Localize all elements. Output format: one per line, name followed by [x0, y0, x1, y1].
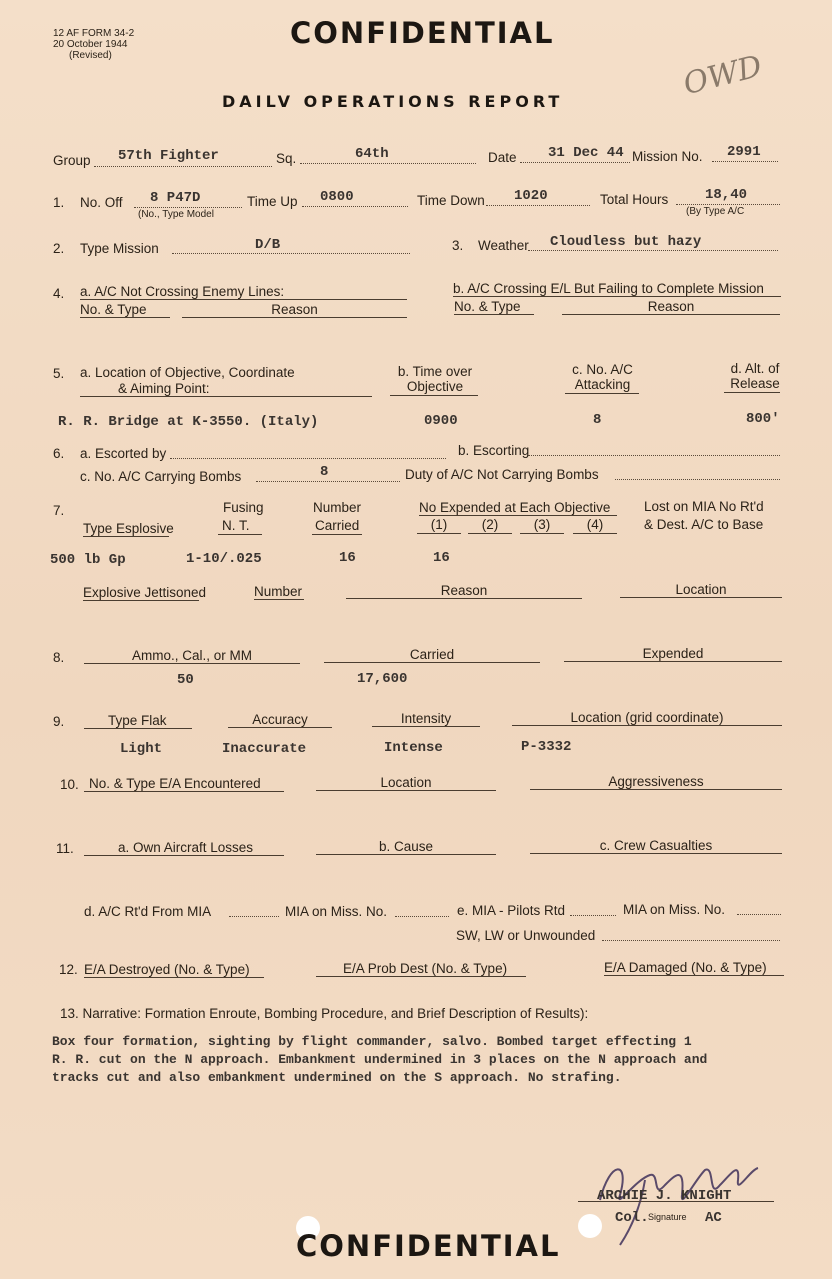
accuracy-value: Inaccurate — [222, 741, 307, 757]
row5-number: 5. — [53, 366, 65, 381]
type-explosive-value: 500 lb Gp — [50, 552, 126, 568]
crew-casualties-label: c. Crew Casualties — [599, 838, 713, 853]
row6-number: 6. — [53, 446, 65, 461]
ea-damaged-label: E/A Damaged (No. & Type) — [604, 960, 767, 975]
report-title: DAILV OPERATIONS REPORT — [222, 92, 564, 111]
row5c-label-1: c. No. A/C — [572, 362, 633, 377]
intensity-value: Intense — [384, 740, 443, 756]
row5b-label-2: Objective — [406, 379, 464, 394]
form-id-line-2: 20 October 1944 — [53, 39, 128, 50]
row2-number: 2. — [53, 241, 65, 256]
date-value: 31 Dec 44 — [548, 145, 624, 161]
narrative-line-3: tracks cut and also embankment undermined on the S approach. No strafing. — [52, 1070, 622, 1085]
sw-lw-unwounded-label: SW, LW or Unwounded — [456, 928, 596, 943]
row4b-col-no-type: No. & Type — [454, 299, 521, 314]
duty-label: Duty of A/C Not Carrying Bombs — [405, 467, 599, 482]
handwritten-stamp: OWD — [679, 48, 766, 103]
row4b-label: b. A/C Crossing E/L But Failing to Complete Mission — [453, 281, 764, 296]
mia-on-miss-label: MIA on Miss. No. — [285, 904, 388, 919]
ac-rtd-mia-label: d. A/C Rt'd From MIA — [84, 904, 212, 919]
signatory-name: ARCHIE J. KNIGHT — [597, 1188, 732, 1204]
signature-label: Signature — [648, 1212, 687, 1222]
row4a-col-reason: Reason — [271, 302, 318, 317]
row5-time-value: 0900 — [424, 413, 458, 429]
dest-ac-label: & Dest. A/C to Base — [644, 517, 764, 532]
row5d-label-1: d. Alt. of — [730, 361, 780, 376]
row5d-label-2: Release — [730, 376, 780, 391]
objective-col-3: (3) — [533, 517, 551, 532]
jettisoned-location-label: Location — [675, 582, 727, 597]
narrative-line-2: R. R. cut on the N approach. Embankment undermined in 3 places on the N approach and — [52, 1052, 708, 1067]
ea-location-label: Location — [380, 775, 432, 790]
ea-destroyed-label: E/A Destroyed (No. & Type) — [84, 962, 250, 977]
row10-number: 10. — [60, 777, 79, 792]
ammo-carried-label: Carried — [409, 647, 455, 662]
confidential-header: CONFIDENTIAL — [290, 16, 555, 50]
row12-number: 12. — [59, 962, 78, 977]
aggressiveness-label: Aggressiveness — [608, 774, 704, 789]
number-label: Number — [313, 500, 362, 515]
form-id-line-1: 12 AF FORM 34-2 — [53, 28, 135, 39]
number-carried-value: 16 — [339, 550, 356, 566]
time-up-value: 0800 — [320, 189, 354, 205]
time-down-label: Time Down — [417, 193, 485, 208]
lost-on-mia-label: Lost on MIA No Rt'd — [644, 499, 764, 514]
expended-each-objective-label: No Expended at Each Objective — [419, 500, 611, 515]
confidential-footer: CONFIDENTIAL — [296, 1229, 561, 1263]
row11-number: 11. — [56, 841, 74, 856]
intensity-label: Intensity — [400, 711, 452, 726]
mission-value: 2991 — [727, 144, 761, 160]
weather-label: Weather — [478, 238, 529, 253]
ammo-carried-value: 17,600 — [357, 671, 408, 687]
row5-location-value: R. R. Bridge at K-3550. (Italy) — [58, 414, 319, 430]
sq-label: Sq. — [276, 151, 297, 166]
row5a-label-1: a. Location of Objective, Coordinate — [80, 365, 295, 380]
fusing-value: 1-10/.025 — [186, 551, 262, 567]
escorted-by-label: a. Escorted by — [80, 446, 167, 461]
flak-location-label: Location (grid coordinate) — [570, 710, 724, 725]
group-value: 57th Fighter — [118, 148, 219, 164]
row7-number: 7. — [53, 503, 65, 518]
type-mission-value: D/B — [255, 237, 281, 253]
mia-on-miss-label-2: MIA on Miss. No. — [623, 902, 726, 917]
ammo-label: Ammo., Cal., or MM — [131, 648, 252, 663]
row5-alt-value: 800' — [746, 411, 780, 427]
ammo-value: 50 — [177, 672, 194, 688]
objective-col-1: (1) — [430, 517, 448, 532]
jettisoned-number-label: Number — [254, 584, 303, 599]
row4a-col-no-type: No. & Type — [80, 302, 147, 317]
date-label: Date — [488, 150, 517, 165]
row1-number: 1. — [53, 195, 65, 210]
group-label: Group — [53, 153, 91, 168]
explosive-jettisoned-label: Explosive Jettisoned — [83, 585, 207, 600]
objective-col-4: (4) — [586, 517, 604, 532]
no-off-sublabel: (No., Type Model — [138, 209, 214, 220]
row5b-label-1: b. Time over — [397, 364, 473, 379]
time-up-label: Time Up — [247, 194, 298, 209]
sq-value: 64th — [355, 146, 389, 162]
punch-hole-right — [578, 1214, 602, 1238]
type-flak-label: Type Flak — [108, 713, 167, 728]
signatory-rank: Col. — [615, 1210, 649, 1226]
signatory-unit: AC — [705, 1210, 722, 1226]
carrying-bombs-label: c. No. A/C Carrying Bombs — [80, 469, 242, 484]
type-mission-label: Type Mission — [80, 241, 159, 256]
row3-number: 3. — [452, 238, 464, 253]
row4-number: 4. — [53, 286, 65, 301]
no-off-value: 8 P47D — [150, 190, 201, 206]
mia-pilots-rtd-label: e. MIA - Pilots Rtd — [457, 903, 566, 918]
weather-value: Cloudless but hazy — [550, 234, 702, 250]
jettisoned-reason-label: Reason — [440, 583, 488, 598]
ea-prob-dest-label: E/A Prob Dest (No. & Type) — [343, 961, 508, 976]
mission-label: Mission No. — [632, 149, 703, 164]
row5-no-ac-value: 8 — [593, 412, 602, 428]
type-explosive-label: Type Esplosive — [83, 521, 174, 536]
row5c-label-2: Attacking — [574, 377, 631, 392]
total-hours-label: Total Hours — [600, 192, 669, 207]
own-losses-label: a. Own Aircraft Losses — [118, 840, 254, 855]
time-down-value: 1020 — [514, 188, 548, 204]
carried-label: Carried — [315, 518, 360, 533]
row8-number: 8. — [53, 650, 65, 665]
form-id-line-3: (Revised) — [69, 50, 112, 61]
carrying-bombs-value: 8 — [320, 464, 329, 480]
ea-encountered-label: No. & Type E/A Encountered — [89, 776, 261, 791]
no-off-label: No. Off — [80, 195, 123, 210]
total-hours-value: 18,40 — [705, 187, 748, 203]
type-flak-value: Light — [120, 741, 163, 757]
row5a-label-2: & Aiming Point: — [118, 381, 210, 396]
cause-label: b. Cause — [378, 839, 434, 854]
accuracy-label: Accuracy — [252, 712, 308, 727]
row4a-label: a. A/C Not Crossing Enemy Lines: — [80, 284, 285, 299]
flak-location-value: P-3332 — [521, 739, 572, 755]
objective-1-value: 16 — [433, 550, 450, 566]
fusing-label: Fusing — [223, 500, 264, 515]
fusing-nt-label: N. T. — [222, 518, 250, 533]
ammo-expended-label: Expended — [642, 646, 704, 661]
narrative-line-1: Box four formation, sighting by flight commander, salvo. Bombed target effecting 1 — [52, 1034, 692, 1049]
row9-number: 9. — [53, 714, 65, 729]
objective-col-2: (2) — [481, 517, 499, 532]
row4b-col-reason: Reason — [647, 299, 695, 314]
total-hours-sublabel: (By Type A/C — [686, 206, 745, 217]
narrative-label: 13. Narrative: Formation Enroute, Bombing Procedure, and Brief Description of Results): — [60, 1006, 589, 1021]
escorting-label: b. Escorting — [458, 443, 530, 458]
